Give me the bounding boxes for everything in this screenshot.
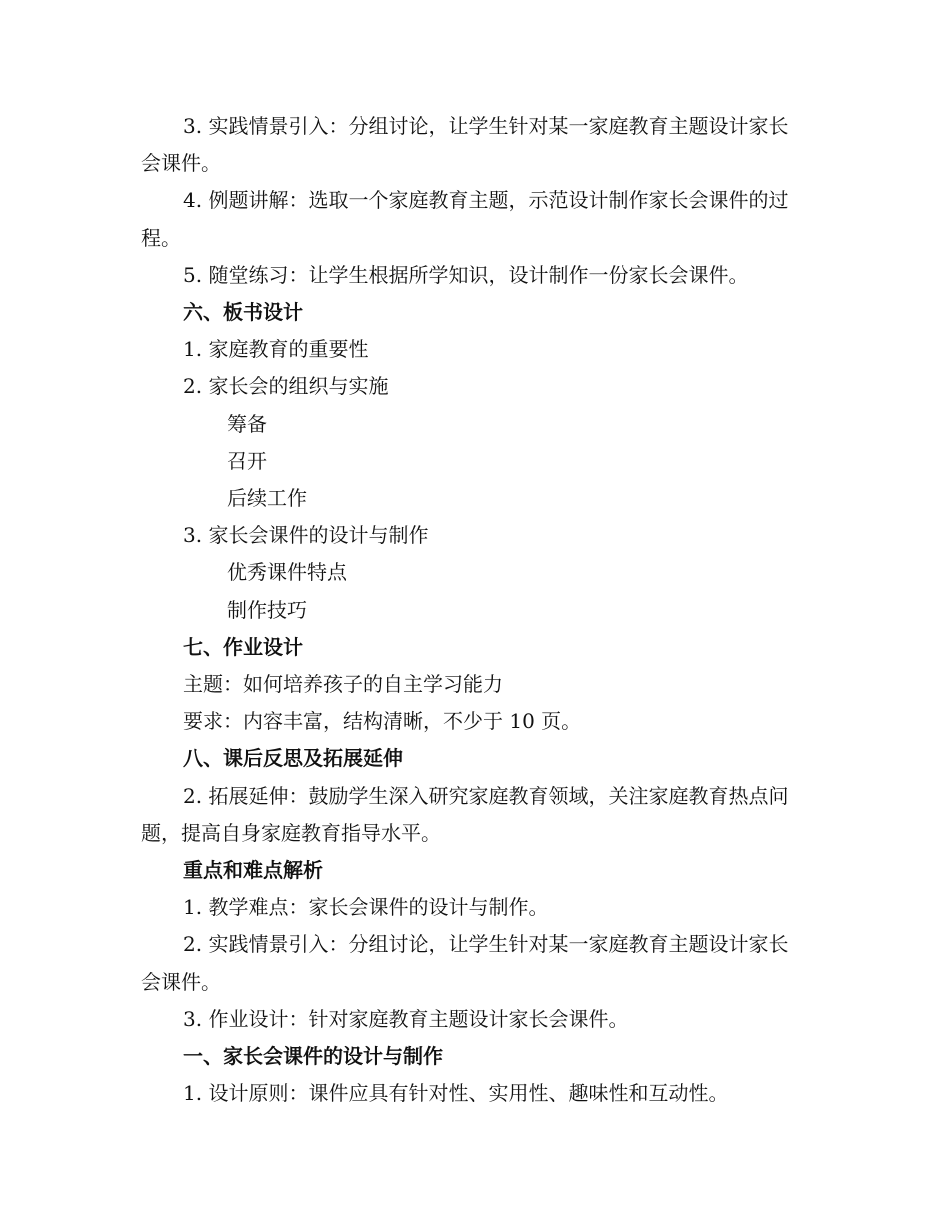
sub-item-making-skills: 制作技巧	[227, 597, 307, 622]
sub-item-follow-up: 后续工作	[227, 486, 307, 511]
heading-reflection-extension: 八、课后反思及拓展延伸	[183, 746, 403, 771]
sub-item-excellent-features: 优秀课件特点	[227, 560, 347, 585]
paragraph-practice-scenario: 3. 实践情景引入：分组讨论，让学生针对某一家庭教育主题设计家长会课件。	[141, 114, 789, 176]
document-body	[141, 108, 805, 1112]
paragraph-design-principles: 1. 设计原则：课件应具有针对性、实用性、趣味性和互动性。	[183, 1081, 729, 1106]
paragraph-homework-design: 3. 作业设计：针对家庭教育主题设计家长会课件。	[183, 1006, 629, 1031]
list-item-family-education-importance: 1. 家庭教育的重要性	[183, 337, 369, 362]
heading-key-difficulties: 重点和难点解析	[183, 858, 323, 883]
list-item-parent-meeting-organization: 2. 家长会的组织与实施	[183, 374, 389, 399]
heading-board-design: 六、板书设计	[183, 300, 303, 325]
sub-item-convening: 召开	[227, 448, 267, 473]
list-item-courseware-design: 3. 家长会课件的设计与制作	[183, 523, 429, 548]
paragraph-extension: 2. 拓展延伸：鼓励学生深入研究家庭教育领域，关注家庭教育热点问题，提高自身家庭教育指导水平。	[141, 783, 789, 845]
sub-item-preparation: 筹备	[227, 411, 267, 436]
paragraph-class-exercise: 5. 随堂练习：让学生根据所学知识，设计制作一份家长会课件。	[183, 262, 749, 287]
homework-requirement: 要求：内容丰富，结构清晰，不少于 10 页。	[183, 709, 582, 734]
paragraph-practice-scenario-2: 2. 实践情景引入：分组讨论，让学生针对某一家庭教育主题设计家长会课件。	[141, 932, 789, 994]
homework-topic: 主题：如何培养孩子的自主学习能力	[183, 672, 503, 697]
heading-homework-design: 七、作业设计	[183, 634, 303, 659]
paragraph-example-explanation: 4. 例题讲解：选取一个家庭教育主题，示范设计制作家长会课件的过程。	[141, 188, 789, 250]
heading-courseware-design: 一、家长会课件的设计与制作	[183, 1044, 443, 1069]
paragraph-teaching-difficulty: 1. 教学难点：家长会课件的设计与制作。	[183, 895, 549, 920]
